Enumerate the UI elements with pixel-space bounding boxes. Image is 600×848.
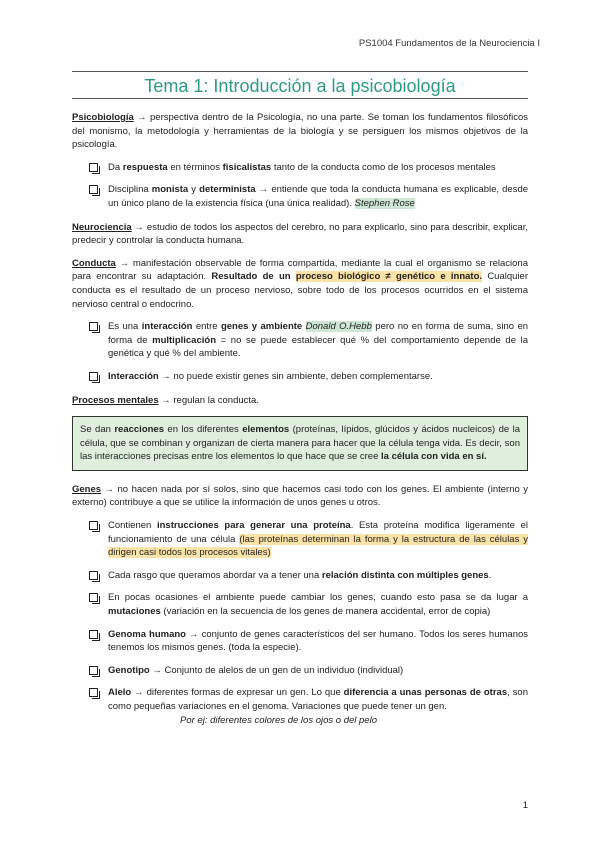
highlight-author: Stephen Rose — [354, 197, 415, 209]
list-item: Cada rasgo que queramos abordar va a tener una relación distinta con múltiples genes. — [72, 569, 528, 583]
term-conducta: Conducta — [72, 257, 116, 269]
term-procesos-mentales: Procesos mentales — [72, 394, 159, 406]
checkbox-bullet-icon — [89, 688, 98, 697]
checkbox-bullet-icon — [89, 666, 98, 675]
page-number: 1 — [522, 800, 528, 811]
callout-box: Se dan reacciones en los diferentes elementos (proteínas, lípidos, glúcidos y ácidos nucleicos) de la célula, que se combinan y organizan de cierta manera para hacer que la célula tenga vida. Es decir, son las interacciones precisas entre los elementos lo que hace que se cree la célula con vida en sí. — [72, 416, 528, 471]
page-title: Tema 1: Introducción a la psicobiología — [144, 76, 456, 96]
checkbox-bullet-icon — [89, 185, 98, 194]
list-item: Genoma humano → conjunto de genes característicos del ser humano. Todos los seres humanos tenemos los mismos genes. (toda la especie). — [72, 628, 528, 655]
term-psicobiologia: Psicobiología — [72, 112, 134, 123]
checkbox-bullet-icon — [89, 521, 98, 530]
checkbox-bullet-icon — [89, 630, 98, 639]
document-body — [72, 111, 528, 737]
list-item: Interacción → no puede existir genes sin ambiente, deben complementarse. — [72, 370, 528, 384]
checkbox-bullet-icon — [89, 163, 98, 172]
term-neurociencia: Neurociencia — [72, 221, 132, 233]
highlight-proceso: proceso biológico ≠ genético e innato. — [295, 271, 483, 283]
example-line: Por ej: diferentes colores de los ojos o del pelo — [180, 714, 377, 726]
procesos-paragraph: Procesos mentales → regulan la conducta. — [72, 394, 259, 406]
checkbox-bullet-icon — [89, 372, 98, 381]
list-item: Alelo → diferentes formas de expresar un gen. Lo que diferencia a unas personas de otras, son como pequeñas variaciones en el genoma. Variaciones que puede tener un gen. Por ej: diferentes colores de los ojos o del pelo — [72, 686, 528, 727]
psicobiologia-bullets — [72, 161, 528, 211]
genes-bullets — [72, 519, 528, 727]
list-item: En pocas ocasiones el ambiente puede cambiar los genes, cuando esto pasa se da lugar a mutaciones (variación en la secuencia de los genes de manera accidental, error de copia) — [72, 591, 528, 618]
neurociencia-paragraph: Neurociencia → estudio de todos los aspectos del cerebro, no para explicarlo, sino para describir, explicar, predecir y controlar la conducta humana. — [72, 221, 528, 247]
conducta-paragraph: Conducta → manifestación observable de forma compartida, mediante la cual el organismo se relaciona para encontrar su adaptación. Resultado de un proceso biológico ≠ genético e innato. Cualquier conducta es el resultado de un proceso nervioso, sobre todo de los procesos ocurridos en el sistema nervioso central o endocrino. — [72, 257, 528, 310]
list-item: Da respuesta en términos fisicalistas tanto de la conducta como de los procesos mentales — [72, 161, 528, 175]
conducta-bullets — [72, 320, 528, 383]
highlight-author: Donald O.Hebb — [305, 321, 372, 333]
top-rule — [72, 71, 528, 72]
list-item: Es una interacción entre genes y ambiente Donald O.Hebb pero no en forma de suma, sino en forma de multiplicación = no se puede establecer qué % del comportamiento depende de la genética y qué % del ambiente. — [72, 320, 528, 361]
running-header: PS1004 Fundamentos de la Neurociencia I — [358, 38, 540, 49]
list-item: Disciplina monista y determinista → entiende que toda la conducta humana es explicable, desde un único plano de la existencia física (una única realidad). Stephen Rose — [72, 183, 528, 210]
list-item: Contienen instrucciones para generar una proteína. Esta proteína modifica ligeramente el funcionamiento de una célula (las proteínas determinan la forma y la estructura de las células y dirigen casi todos los procesos vitales) — [72, 519, 528, 560]
psicobiologia-paragraph: Psicobiología → perspectiva dentro de la Psicología, no una parte. Se toman los fundamentos filosóficos del monismo, la metodología y herramientas de la biología y se persiguen los mismos objetivos de la psicología. — [72, 112, 528, 151]
genes-paragraph: Genes → no hacen nada por sí solos, sino que hacemos casi todo con los genes. El ambiente (interno y externo) contribuye a que se utilice la información de unos genes u otros. — [72, 483, 528, 509]
highlight-proteinas: (las proteínas determinan la forma y la estructura de las células y dirigen casi todos los procesos vitales) — [108, 533, 529, 559]
term-genes: Genes — [72, 483, 102, 495]
checkbox-bullet-icon — [89, 322, 98, 331]
checkbox-bullet-icon — [89, 571, 98, 580]
list-item: Genotipo → Conjunto de alelos de un gen de un individuo (individual) — [72, 664, 528, 678]
title-rule — [72, 98, 528, 99]
checkbox-bullet-icon — [89, 593, 98, 602]
